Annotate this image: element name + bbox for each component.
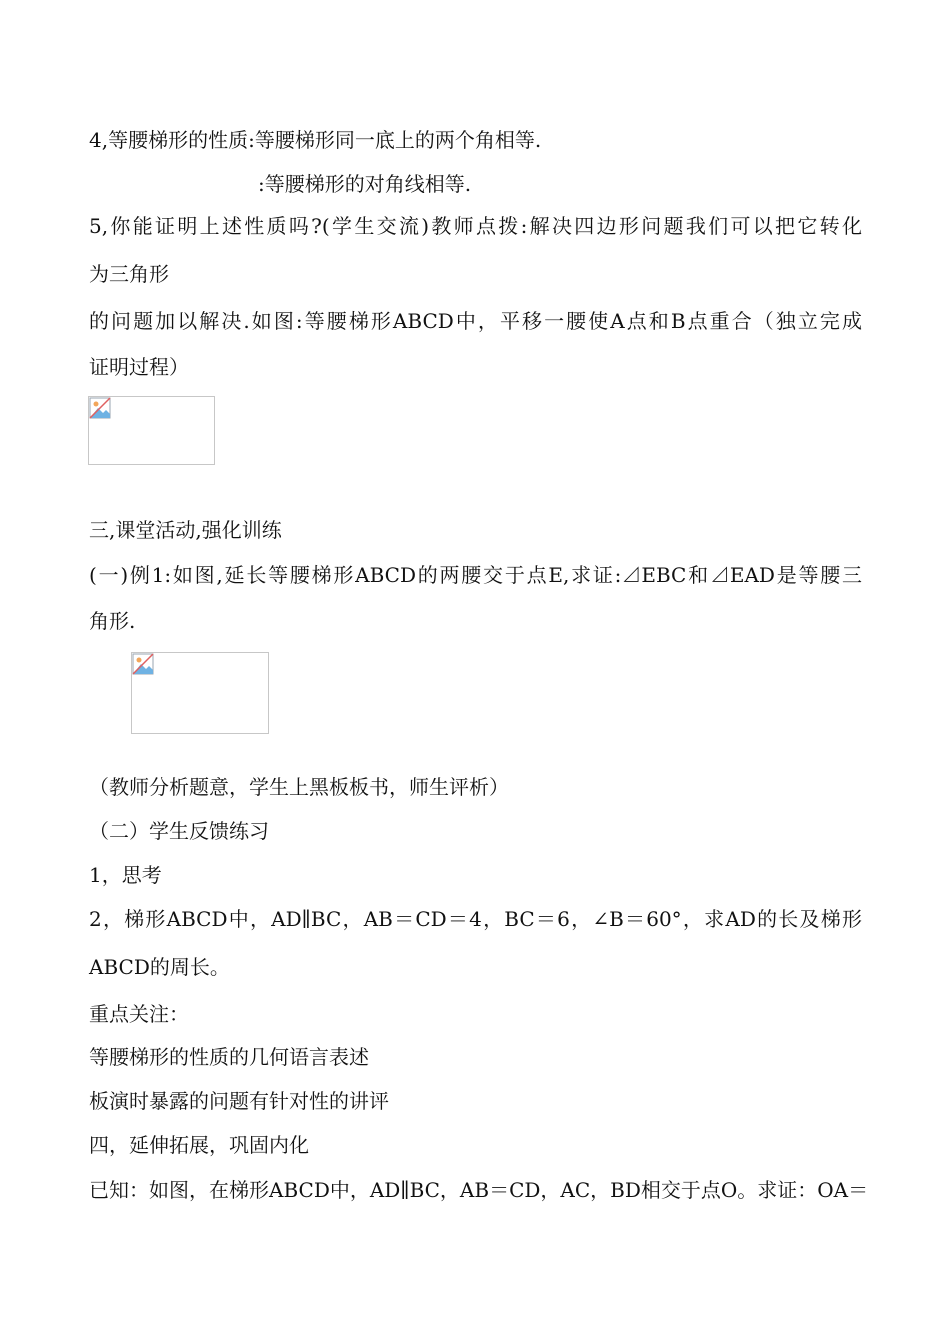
line-18: 四，延伸拓展，巩固内化: [89, 1133, 309, 1157]
line-9: 角形.: [89, 609, 136, 633]
line-5: 的问题加以解决.如图:等腰梯形ABCD中，平移一腰使A点和B点重合（独立完成: [89, 309, 862, 333]
line-13: 2，梯形ABCD中，AD∥BC，AB＝CD＝4，BC＝6，∠B＝60°，求AD的长及梯形: [89, 907, 862, 931]
line-2: :等腰梯形的对角线相等.: [258, 172, 472, 196]
broken-image-icon: [89, 397, 111, 419]
broken-image-icon: [132, 653, 154, 675]
line-12: 1，思考: [89, 863, 162, 887]
line-10: （教师分析题意，学生上黑板板书，师生评析）: [89, 775, 509, 799]
line-11: （二）学生反馈练习: [89, 819, 269, 843]
line-1: 4,等腰梯形的性质:等腰梯形同一底上的两个角相等.: [89, 128, 542, 152]
line-17: 板演时暴露的问题有针对性的讲评: [89, 1089, 389, 1113]
line-4: 为三角形: [89, 262, 169, 286]
line-19: 已知：如图，在梯形ABCD中，AD∥BC，AB＝CD，AC，BD相交于点O。求证：OA＝: [89, 1178, 869, 1202]
figure-placeholder-1: [88, 396, 215, 465]
line-16: 等腰梯形的性质的几何语言表述: [89, 1045, 369, 1069]
line-8: (一)例1:如图,延长等腰梯形ABCD的两腰交于点E,求证:⊿EBC和⊿EAD是等腰三: [89, 563, 862, 587]
line-6: 证明过程）: [89, 355, 189, 379]
figure-placeholder-2: [131, 652, 269, 734]
line-7: 三,课堂活动,强化训练: [89, 518, 282, 542]
line-14: ABCD的周长。: [89, 955, 230, 979]
line-3: 5,你能证明上述性质吗?(学生交流)教师点拨:解决四边形问题我们可以把它转化: [89, 214, 862, 238]
line-15: 重点关注：: [89, 1002, 189, 1026]
